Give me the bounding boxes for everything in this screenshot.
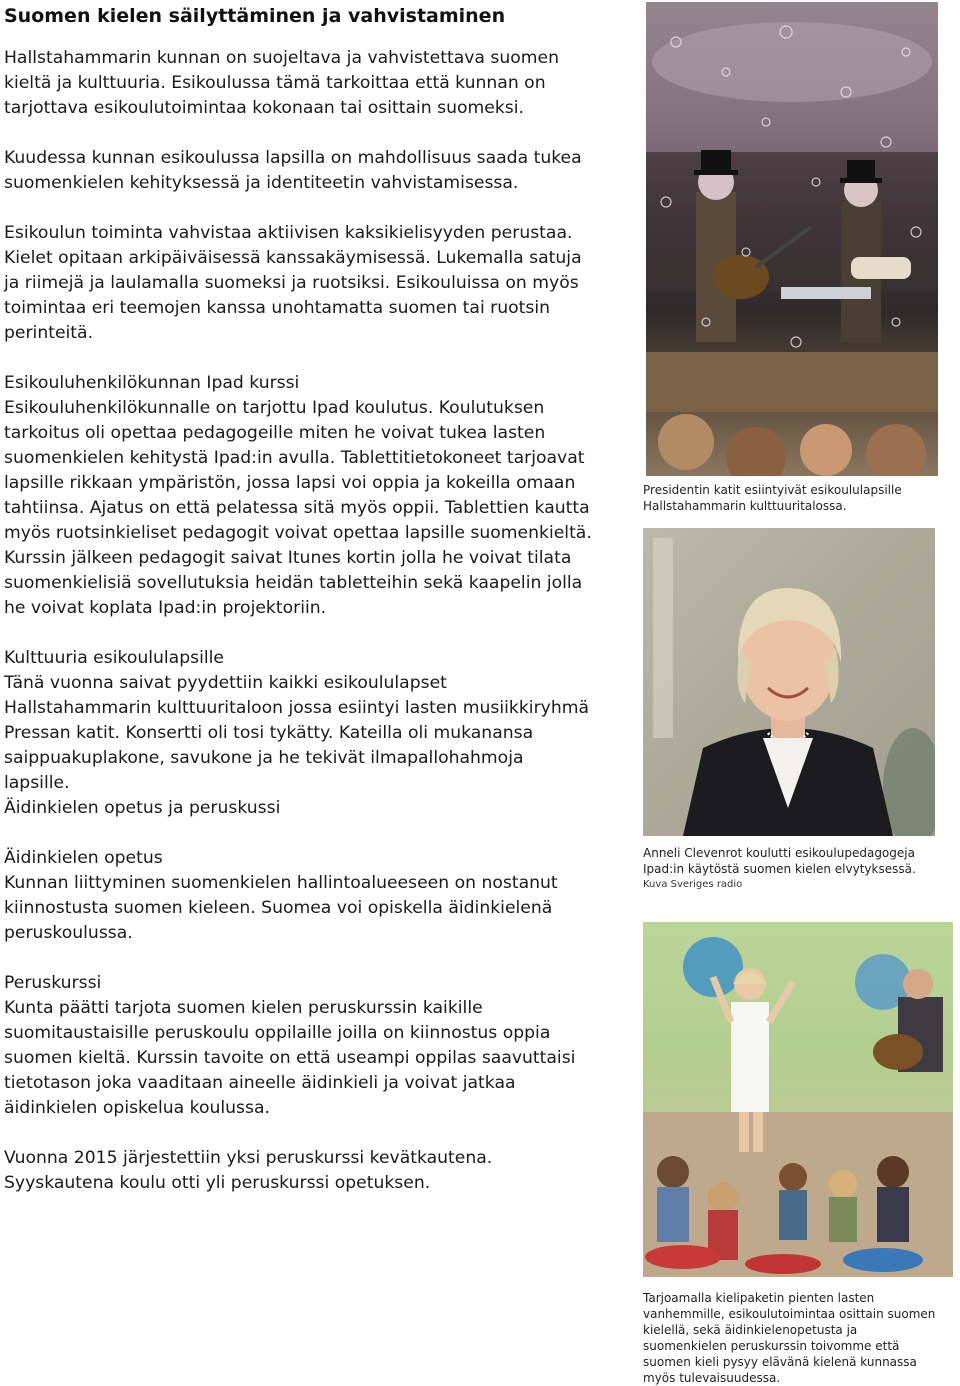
paragraph-mother-tongue: Kunnan liittyminen suomenkielen hallintoalueeseen on nostanut kiinnostusta suomen kieleen. Suomea voi opiskella äidinkielenä peruskoulussa. <box>4 873 558 943</box>
section-basic-course <box>4 971 594 1121</box>
section-heading-ipad: Esikouluhenkilökunnan Ipad kurssi <box>4 373 300 393</box>
caption-concert: Presidentin katit esiintyivät esikoululapsille Hallstahammarin kulttuuritalossa. <box>643 483 902 513</box>
caption-portrait-text: Anneli Clevenrot koulutti esikoulupedagogeja Ipad:in käytöstä suomen kielen elvytyksessä. <box>643 846 916 876</box>
section-ipad <box>4 371 594 621</box>
portrait-illustration <box>643 528 935 836</box>
paragraph-bilingualism: Esikoulun toiminta vahvistaa aktiivisen kaksikielisyyden perustaa. Kielet opitaan arkipäiväisessä kanssakäymisessä. Lukemalla satuja ja riimejä ja laulamalla suomeksi ja ruotsiksi. Esikouluissa on myös toimintaa eri teemojen kanssa unohtamatta suomen tai ruotsin perinteitä. <box>4 223 582 343</box>
caption-portrait <box>643 845 943 893</box>
portrait-photo <box>643 528 935 836</box>
paragraph-culture: Tänä vuonna saivat pyydettiin kaikki esikoululapset Hallstahammarin kulttuuritaloon jossa esiintyi lasten musiikkiryhmä Pressan katit. Konsertti oli tosi tykätty. Kateilla oli mukanansa saippuakuplakone, savukone ja he tekivät ilmapallohahmoja lapsille. <box>4 673 589 793</box>
concert-photo <box>646 2 938 476</box>
section-heading-mother-tongue: Äidinkielen opetus <box>4 848 163 868</box>
concert-illustration <box>646 2 938 476</box>
children-illustration <box>643 922 953 1277</box>
article-column <box>4 0 594 1193</box>
section-mother-tongue <box>4 846 594 946</box>
paragraph-intro: Hallstahammarin kunnan on suojeltava ja vahvistettava suomen kieltä ja kulttuuria. Esikoulussa tämä tarkoittaa että kunnan on tarjottava esikoulutoimintaa kokonaan tai osittain suomeksi. <box>4 48 560 118</box>
section-heading-basic-course: Peruskurssi <box>4 973 102 993</box>
caption-children: Tarjoamalla kielipaketin pienten lasten vanhemmille, esikoulutoimintaa osittain suomen kielellä, sekä äidinkielenopetusta ja suomenkielen peruskurssin toivomme että suomen kieli pysyy elävänä kielenä kunnassa myös tulevaisuudessa. <box>643 1291 936 1385</box>
section-heading-culture: Kulttuuria esikoululapsille <box>4 648 224 668</box>
children-photo <box>643 922 953 1277</box>
paragraph-ipad: Esikouluhenkilökunnalle on tarjottu Ipad koulutus. Koulutuksen tarkoitus oli opettaa pedagogeille miten he voivat tukea lasten suomenkielen kehitystä Ipad:in avulla. Tablettitietokoneet tarjoavat lapsille rikkaan ympäristön, jossa lapsi voi oppia ja kokeilla omaan tahtiinsa. Ajatus on että pelatessa sitä myös oppii. Tablettien kautta myös ruotsinkieliset pedagogit voivat opettaa lapsille suomenkieltä. Kurssin jälkeen pedagogit saivat Itunes kortin jolla he voivat tilata suomenkielisiä sovellutuksia heidän tabletteihin sekä kaapelin jolla he voivat koplata Ipad:in projektoriin. <box>4 398 592 618</box>
section-heading-mother-tongue-and-basic: Äidinkielen opetus ja peruskussi <box>4 798 281 818</box>
paragraph-preschools: Kuudessa kunnan esikoulussa lapsilla on mahdollisuus saada tukea suomenkielen kehityksessä ja identiteetin vahvistamisessa. <box>4 148 582 193</box>
section-culture <box>4 646 594 796</box>
photo-credit: Kuva Sveriges radio <box>643 879 743 890</box>
paragraph-2015: Vuonna 2015 järjestettiin yksi peruskurssi kevätkautena. Syyskautena koulu otti yli peruskurssi opetuksen. <box>4 1148 493 1193</box>
paragraph-basic-course: Kunta päätti tarjota suomen kielen peruskurssin kaikille suomitaustaisille peruskoulu oppilaille joilla on kiinnostus oppia suomen kieltä. Kurssin tavoite on että useampi oppilas saavuttaisi tietotason joka vaaditaan aineelle äidinkieli ja voivat jatkaa äidinkielen opiskelua koulussa. <box>4 998 576 1118</box>
page-title: Suomen kielen säilyttäminen ja vahvistaminen <box>4 5 506 27</box>
